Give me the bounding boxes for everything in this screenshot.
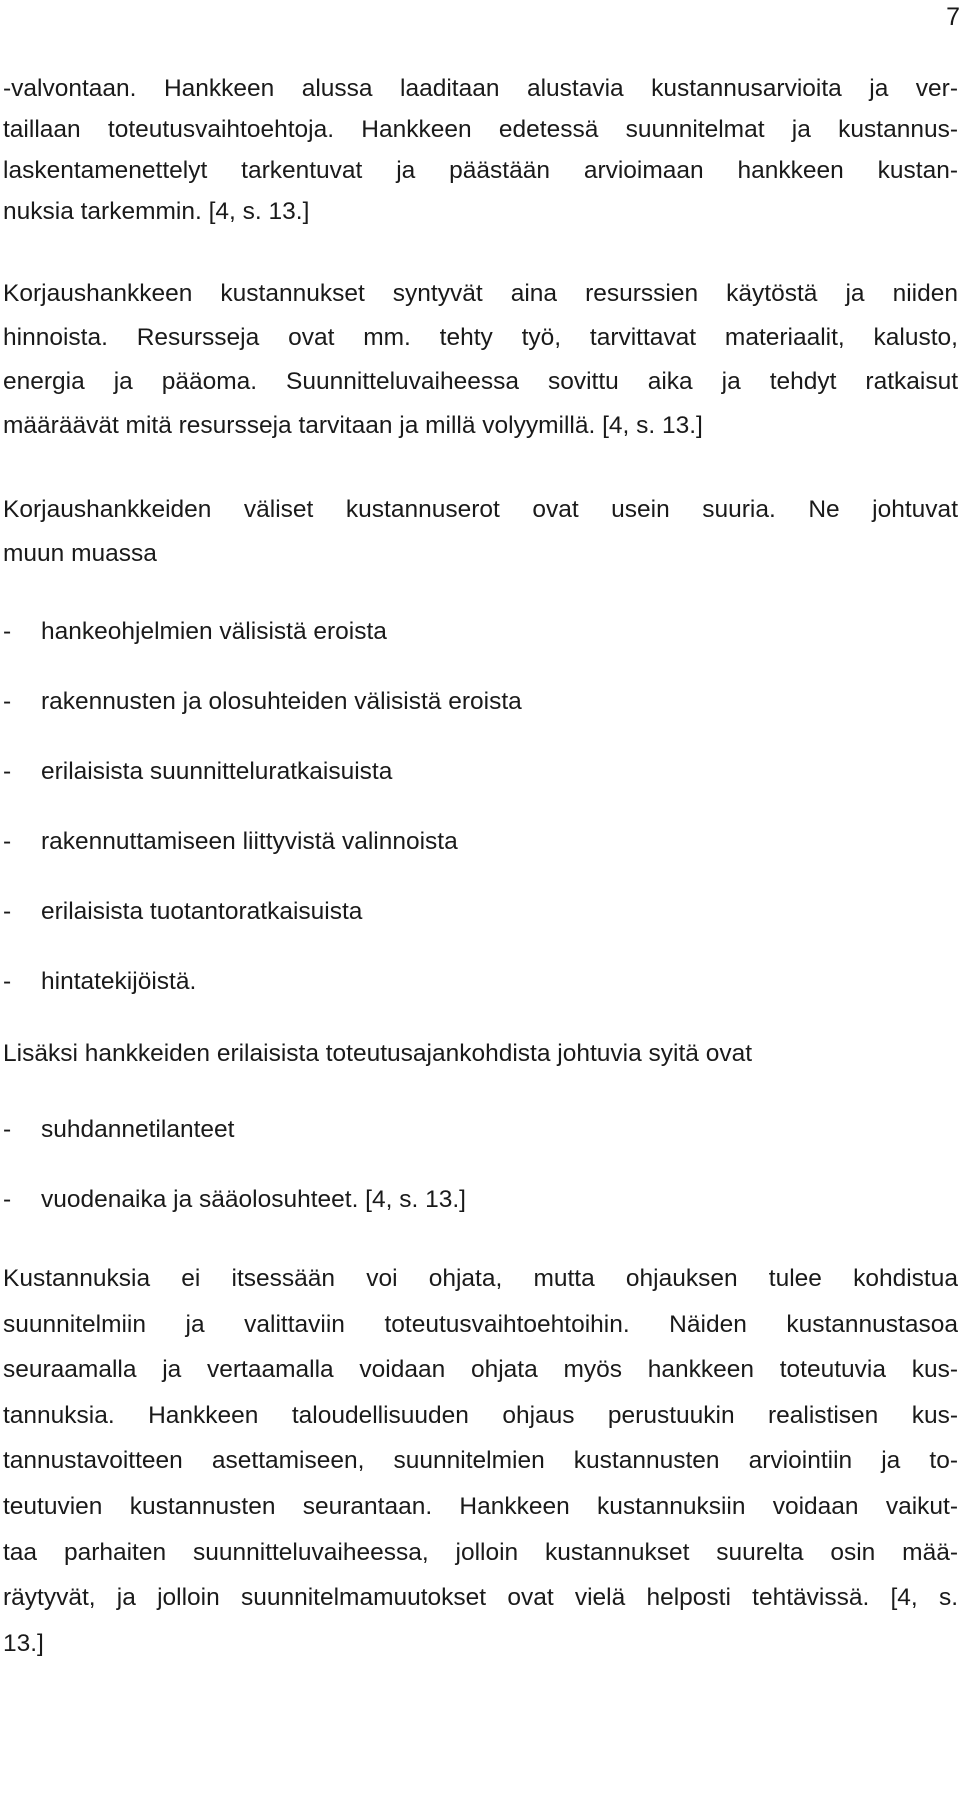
text-line: seuraamalla ja vertaamalla voidaan ohjata myös hankkeen toteutuvia kus- <box>3 1356 958 1384</box>
paragraph-cost-differences <box>3 488 958 576</box>
list-item-text: suhdannetilanteet <box>41 1116 235 1143</box>
text-line: suunnitelmiin ja valittaviin toteutusvaihtoehtoihin. Näiden kustannustasoa <box>3 1310 958 1338</box>
list-item-text: erilaisista suunnitteluratkaisuista <box>41 758 393 785</box>
text-line: Korjaushankkeen kustannukset syntyvät aina resurssien käytöstä ja niiden <box>3 280 958 307</box>
text-line: muun muassa <box>3 540 157 567</box>
list-item <box>3 1110 958 1150</box>
text-line: 13.] <box>3 1629 44 1657</box>
text-line: Lisäksi hankkeiden erilaisista toteutusajankohdista johtuvia syitä ovat <box>3 1040 753 1067</box>
list-item <box>3 682 958 722</box>
cost-difference-list <box>3 612 958 1002</box>
list-item-text: erilaisista tuotantoratkaisuista <box>41 898 363 925</box>
paragraph-cost-estimation-intro <box>3 68 958 232</box>
list-item <box>3 962 958 1002</box>
list-item-text: rakennusten ja olosuhteiden välisistä eroista <box>41 688 522 715</box>
text-line: Kustannuksia ei itsessään voi ohjata, mutta ohjauksen tulee kohdistua <box>3 1265 958 1292</box>
text-line: määräävät mitä resursseja tarvitaan ja millä volyymillä. [4, s. 13.] <box>3 412 703 439</box>
list-dash: - <box>3 828 12 855</box>
text-line: -valvontaan. Hankkeen alussa laaditaan alustavia kustannusarvioita ja ver- <box>3 75 958 102</box>
timing-reason-list <box>3 1110 958 1220</box>
text-line: teutuvien kustannusten seurantaan. Hankkeen kustannuksiin voidaan vaikut- <box>3 1492 958 1520</box>
list-item <box>3 892 958 932</box>
list-dash: - <box>3 1186 12 1213</box>
text-line: energia ja pääoma. Suunnitteluvaiheessa sovittu aika ja tehdyt ratkaisut <box>3 368 958 395</box>
text-line: taillaan toteutusvaihtoehtoja. Hankkeen edetessä suunnitelmat ja kustannus- <box>3 116 958 143</box>
list-item-text: hintatekijöistä. <box>41 968 197 995</box>
text-line: räytyvät, ja jolloin suunnitelmamuutokset ovat vielä helposti tehtävissä. [4, s. <box>3 1584 958 1612</box>
text-line: taa parhaiten suunnitteluvaiheessa, jolloin kustannukset suurelta osin mää- <box>3 1538 958 1566</box>
list-dash: - <box>3 688 12 715</box>
list-dash: - <box>3 618 12 645</box>
paragraph-cost-control <box>3 1256 958 1666</box>
list-dash: - <box>3 898 12 925</box>
list-item-text: rakennuttamiseen liittyvistä valinnoista <box>41 828 458 855</box>
list-item-text: vuodenaika ja sääolosuhteet. [4, s. 13.] <box>41 1186 466 1213</box>
text-line: laskentamenettelyt tarkentuvat ja päästään arvioimaan hankkeen kustan- <box>3 157 958 184</box>
text-line: Korjaushankkeiden väliset kustannuserot ovat usein suuria. Ne johtuvat <box>3 496 958 523</box>
list-item <box>3 612 958 652</box>
list-item-text: hankeohjelmien välisistä eroista <box>41 618 387 645</box>
list-item <box>3 1180 958 1220</box>
list-dash: - <box>3 758 12 785</box>
text-line: tannustavoitteen asettamiseen, suunnitelmien kustannusten arviointiin ja to- <box>3 1447 958 1475</box>
text-line: hinnoista. Resursseja ovat mm. tehty työ, tarvittavat materiaalit, kalusto, <box>3 324 958 351</box>
text-line: nuksia tarkemmin. [4, s. 13.] <box>3 198 310 225</box>
page-number: 7 <box>946 3 960 31</box>
paragraph-resources <box>3 272 958 448</box>
text-line: tannuksia. Hankkeen taloudellisuuden ohjaus perustuukin realistisen kus- <box>3 1401 958 1429</box>
list-dash: - <box>3 968 12 995</box>
list-item <box>3 822 958 862</box>
document-body <box>3 68 958 1666</box>
list-item <box>3 752 958 792</box>
list-dash: - <box>3 1116 12 1143</box>
paragraph-timing-reasons <box>3 1034 958 1074</box>
